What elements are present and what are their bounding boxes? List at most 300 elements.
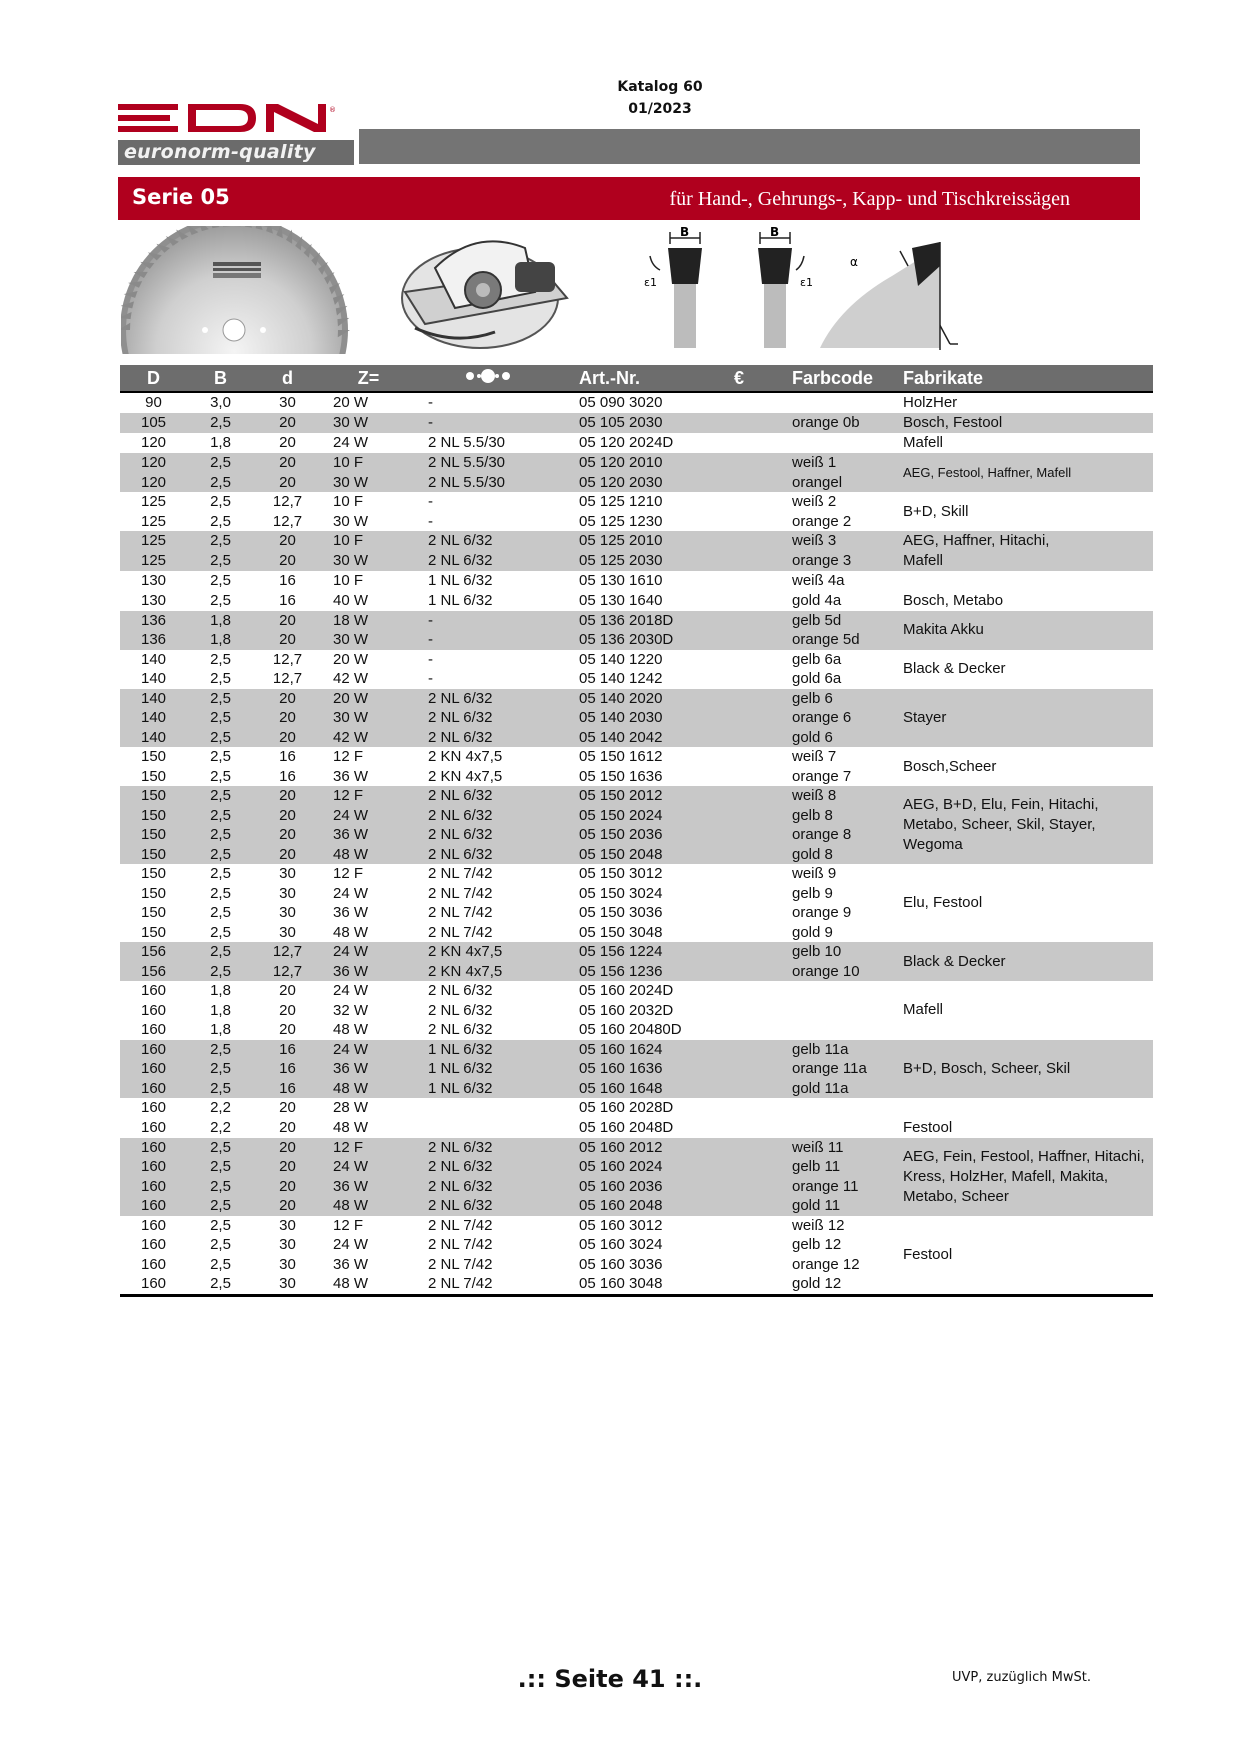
cell-farbcode: orange 5d — [786, 630, 899, 650]
svg-text:®: ® — [329, 106, 336, 114]
cell-teeth: 10 F — [333, 493, 364, 510]
series-label: Serie 05 — [132, 185, 230, 209]
page-number: .:: Seite 41 ::. — [517, 1665, 703, 1693]
cell-bore: 20 — [279, 1021, 296, 1038]
cell-diameter: 160 — [120, 1177, 187, 1197]
cell-price — [734, 630, 786, 650]
col-header-bore: d — [254, 365, 321, 392]
cell-bore: 16 — [279, 767, 296, 785]
cell-farbcode: weiß 7 — [792, 748, 837, 765]
cell-art-nr: 05 120 2024D — [579, 434, 674, 452]
cell-farbcode: gold 11a — [786, 1079, 899, 1099]
cell-price — [734, 392, 786, 413]
cell-width: 2,5 — [210, 650, 231, 668]
table-row — [120, 1040, 1153, 1060]
cell-pinholes — [416, 1118, 559, 1138]
cell-diameter: 160 — [120, 1138, 187, 1158]
catalog-info — [560, 76, 760, 120]
diagram-label-b1: B — [680, 226, 690, 239]
cell-bore: 16 — [279, 572, 296, 589]
cell-bore: 20 — [254, 611, 321, 631]
cell-teeth: 10 F — [321, 531, 416, 551]
cell-fabrikate: B+D, Bosch, Scheer, Skil — [899, 1040, 1153, 1099]
cell-width: 2,5 — [187, 942, 254, 962]
cell-pinholes: 2 NL 7/42 — [428, 923, 493, 941]
cell-bore: 20 — [254, 473, 321, 493]
table-row — [120, 492, 1153, 512]
cell-art-nr: 05 150 2048 — [559, 845, 734, 865]
cell-teeth: 10 F — [321, 453, 416, 473]
cell-farbcode — [786, 981, 899, 1001]
cell-width: 1,8 — [210, 434, 231, 452]
logo-subtitle: euronorm-quality — [118, 140, 354, 165]
cell-width: 2,5 — [187, 1059, 254, 1079]
col-header-teeth: Z= — [321, 365, 416, 392]
cell-diameter: 120 — [140, 434, 167, 452]
cell-art-nr: 05 160 2012 — [559, 1138, 734, 1158]
cell-pinholes: 1 NL 6/32 — [416, 1059, 559, 1079]
cell-teeth: 48 W — [321, 845, 416, 865]
cell-bore: 30 — [279, 1275, 296, 1292]
cell-diameter: 160 — [140, 1216, 167, 1234]
cell-price — [734, 806, 786, 826]
cell-bore: 12,7 — [254, 962, 321, 982]
cell-bore: 20 — [254, 845, 321, 865]
cell-teeth: 36 W — [321, 1177, 416, 1197]
cell-farbcode — [786, 1098, 899, 1118]
cell-bore: 20 — [279, 982, 296, 999]
cell-width: 1,8 — [210, 1001, 231, 1019]
cell-farbcode: orange 9 — [792, 904, 852, 921]
cell-diameter: 150 — [140, 748, 167, 765]
cell-teeth: 30 W — [321, 630, 416, 650]
cell-width: 2,5 — [187, 1138, 254, 1158]
catalog-date: 01/2023 — [628, 101, 692, 117]
cell-price — [734, 473, 786, 493]
cell-width: 2,5 — [187, 845, 254, 865]
cell-width: 1,8 — [187, 611, 254, 631]
cell-art-nr: 05 090 3020 — [579, 394, 663, 412]
cell-farbcode: weiß 3 — [786, 531, 899, 551]
cell-fabrikate: B+D, Skill — [903, 502, 969, 520]
cell-farbcode: gelb 10 — [786, 942, 899, 962]
cell-pinholes: - — [428, 493, 433, 510]
cell-width: 2,5 — [187, 708, 254, 728]
cell-price — [734, 1235, 786, 1255]
cell-diameter: 160 — [140, 1001, 167, 1019]
cell-bore: 30 — [279, 1236, 296, 1253]
cell-farbcode: orangel — [786, 473, 899, 493]
cell-art-nr: 05 120 2030 — [559, 473, 734, 493]
cell-art-nr: 05 160 1648 — [559, 1079, 734, 1099]
cell-teeth: 24 W — [333, 982, 369, 999]
cell-fabrikate: AEG, Fein, Festool, Haffner, Hitachi, Kress, HolzHer, Mafell, Makita, Metabo, Scheer — [899, 1138, 1153, 1216]
cell-art-nr: 05 140 1242 — [579, 670, 663, 687]
cell-fabrikate: Black & Decker — [899, 942, 1153, 981]
cell-bore: 30 — [279, 923, 296, 941]
cell-art-nr: 05 160 2032D — [579, 1001, 674, 1019]
cell-art-nr: 05 150 3036 — [579, 904, 663, 921]
cell-art-nr: 05 150 2012 — [559, 786, 734, 806]
cell-farbcode — [786, 1118, 899, 1138]
cell-bore: 20 — [254, 630, 321, 650]
cell-art-nr: 05 150 1612 — [579, 748, 663, 765]
table-row — [120, 1098, 1153, 1118]
cell-bore: 20 — [254, 728, 321, 748]
cell-art-nr: 05 160 2036 — [559, 1177, 734, 1197]
cell-pinholes: 2 NL 6/32 — [428, 982, 493, 999]
cell-bore: 30 — [279, 394, 296, 412]
cell-teeth: 30 W — [333, 512, 369, 530]
cell-fabrikate: Bosch, Festool — [899, 413, 1153, 433]
cell-farbcode: orange 6 — [786, 708, 899, 728]
cell-art-nr: 05 160 3048 — [579, 1275, 663, 1292]
cell-width: 2,5 — [210, 767, 231, 785]
cell-diameter: 120 — [120, 453, 187, 473]
cell-farbcode — [786, 1001, 899, 1021]
diagram-label-e1b: ε1 — [800, 276, 813, 289]
diagram-label-alpha: α — [850, 255, 858, 269]
cell-art-nr: 05 160 2024D — [579, 982, 674, 999]
cell-width: 2,5 — [187, 1177, 254, 1197]
cell-price — [734, 413, 786, 433]
cell-price — [734, 669, 786, 689]
cell-pinholes: 2 KN 4x7,5 — [416, 942, 559, 962]
cell-art-nr: 05 125 1210 — [579, 493, 663, 510]
cell-fabrikate: Makita Akku — [899, 611, 1153, 650]
cell-teeth: 36 W — [333, 767, 369, 785]
cell-farbcode: gold 12 — [792, 1275, 842, 1292]
cell-pinholes: 2 NL 7/42 — [428, 865, 493, 882]
cell-farbcode: weiß 11 — [786, 1138, 899, 1158]
cell-teeth: 30 W — [321, 551, 416, 571]
cell-fabrikate: Mafell — [899, 551, 1153, 571]
cell-teeth: 12 F — [333, 1216, 364, 1234]
cell-width: 2,5 — [187, 453, 254, 473]
cell-art-nr: 05 150 3048 — [579, 923, 663, 941]
cell-teeth: 40 W — [333, 591, 369, 609]
table-row — [120, 453, 1153, 473]
cell-price — [734, 551, 786, 571]
cell-art-nr: 05 160 2048D — [579, 1118, 674, 1136]
cell-bore: 30 — [279, 884, 296, 902]
cell-width: 2,5 — [187, 728, 254, 748]
col-header-d: D — [120, 365, 187, 392]
cell-farbcode: orange 8 — [786, 825, 899, 845]
cell-teeth: 30 W — [321, 708, 416, 728]
cell-price — [734, 611, 786, 631]
cell-farbcode: weiß 1 — [786, 453, 899, 473]
cell-bore: 20 — [254, 825, 321, 845]
cell-art-nr: 05 105 2030 — [559, 413, 734, 433]
cell-teeth: 20 W — [333, 650, 369, 668]
cell-diameter: 160 — [120, 1196, 187, 1216]
cell-farbcode — [786, 392, 899, 413]
cell-price — [734, 1138, 786, 1158]
cell-bore: 20 — [254, 1196, 321, 1216]
cell-pinholes: 2 NL 7/42 — [428, 904, 493, 921]
cell-farbcode: gelb 9 — [792, 884, 833, 902]
cell-teeth: 20 W — [321, 689, 416, 709]
cell-width: 2,5 — [187, 962, 254, 982]
cell-width: 2,5 — [187, 1157, 254, 1177]
series-description: für Hand-, Gehrungs-, Kapp- und Tischkreissägen — [669, 188, 1070, 210]
cell-width: 2,2 — [210, 1099, 231, 1116]
cell-art-nr: 05 150 2036 — [559, 825, 734, 845]
cell-farbcode: orange 11 — [786, 1177, 899, 1197]
cell-diameter: 140 — [120, 708, 187, 728]
cell-pinholes: 2 NL 6/32 — [416, 1196, 559, 1216]
table-row — [120, 611, 1153, 631]
cell-bore: 20 — [254, 1177, 321, 1197]
cell-width: 2,5 — [210, 572, 231, 589]
cell-art-nr: 05 150 2024 — [559, 806, 734, 826]
cell-bore: 30 — [279, 865, 296, 882]
cell-art-nr: 05 150 1636 — [579, 767, 663, 785]
cell-bore: 12,7 — [272, 670, 303, 687]
diagram-label-b2: B — [770, 226, 780, 239]
cell-price — [734, 1079, 786, 1099]
cell-diameter: 120 — [120, 473, 187, 493]
cell-bore: 20 — [254, 413, 321, 433]
cell-farbcode: orange 10 — [786, 962, 899, 982]
cell-art-nr: 05 130 1640 — [579, 591, 663, 609]
cell-art-nr: 05 140 1220 — [579, 650, 663, 668]
cell-teeth: 42 W — [321, 728, 416, 748]
cell-teeth: 30 W — [321, 473, 416, 493]
saw-blade-image — [121, 226, 353, 354]
cell-teeth: 48 W — [333, 1275, 369, 1292]
cell-diameter: 160 — [140, 1021, 167, 1038]
cell-bore: 20 — [254, 531, 321, 551]
cell-teeth: 24 W — [321, 1040, 416, 1060]
cell-diameter: 160 — [120, 1040, 187, 1060]
cell-bore: 16 — [279, 591, 296, 609]
cell-bore: 12,7 — [272, 650, 303, 668]
cell-price — [734, 591, 786, 611]
col-header-art-nr: Art.-Nr. — [559, 365, 734, 392]
col-header-euro: € — [734, 365, 786, 392]
cell-farbcode — [786, 433, 899, 453]
cell-art-nr: 05 156 1236 — [559, 962, 734, 982]
cell-price — [734, 1118, 786, 1138]
cell-diameter: 125 — [120, 551, 187, 571]
cell-width: 1,8 — [187, 630, 254, 650]
cell-diameter: 160 — [140, 1118, 167, 1136]
cell-diameter: 150 — [140, 884, 167, 902]
cell-width: 2,5 — [187, 786, 254, 806]
cell-bore: 16 — [279, 748, 296, 765]
cell-art-nr: 05 140 2030 — [559, 708, 734, 728]
cell-pinholes: 2 NL 5.5/30 — [428, 434, 505, 452]
cell-farbcode: orange 11a — [786, 1059, 899, 1079]
cell-art-nr: 05 136 2030D — [559, 630, 734, 650]
edn-logo — [118, 104, 363, 166]
cell-price — [734, 1020, 786, 1040]
cell-price — [734, 531, 786, 551]
cell-price — [734, 903, 786, 923]
cell-teeth: 48 W — [321, 1079, 416, 1099]
cell-farbcode: gelb 11a — [786, 1040, 899, 1060]
cell-art-nr: 05 160 1624 — [559, 1040, 734, 1060]
cell-price — [734, 689, 786, 709]
cell-width: 2,5 — [210, 884, 231, 902]
cell-art-nr: 05 125 2010 — [559, 531, 734, 551]
col-header-fabrikate: Fabrikate — [899, 365, 1153, 392]
cell-pinholes: 2 KN 4x7,5 — [416, 962, 559, 982]
cell-bore: 20 — [254, 1138, 321, 1158]
price-note: UVP, zuzüglich MwSt. — [952, 1670, 1091, 1685]
cell-art-nr: 05 156 1224 — [559, 942, 734, 962]
cell-art-nr: 05 160 2048 — [559, 1196, 734, 1216]
cell-price — [734, 825, 786, 845]
table-row — [120, 689, 1153, 709]
tooth-geometry-diagram — [640, 226, 970, 356]
cell-price — [734, 884, 786, 904]
cell-width: 2,5 — [210, 670, 231, 687]
cell-farbcode: gelb 12 — [792, 1236, 842, 1253]
cell-diameter: 160 — [120, 1079, 187, 1099]
cell-width: 2,5 — [210, 493, 231, 510]
cell-pinholes: 2 NL 6/32 — [416, 1177, 559, 1197]
cell-diameter: 140 — [120, 728, 187, 748]
cell-fabrikate — [899, 571, 1153, 591]
col-header-b: B — [187, 365, 254, 392]
cell-pinholes: 2 NL 6/32 — [428, 1001, 493, 1019]
cell-price — [734, 864, 786, 884]
cell-width: 2,5 — [187, 1196, 254, 1216]
cell-art-nr: 05 125 2030 — [559, 551, 734, 571]
header-gray-bar — [359, 129, 1140, 164]
cell-width: 2,5 — [187, 413, 254, 433]
cell-price — [734, 1001, 786, 1021]
cell-diameter: 136 — [120, 611, 187, 631]
cell-teeth: 36 W — [321, 962, 416, 982]
series-banner — [118, 177, 1140, 220]
table-row — [120, 413, 1153, 433]
cell-pinholes: 2 NL 6/32 — [428, 1021, 493, 1038]
cell-teeth: 12 F — [333, 748, 364, 765]
col-header-pinholes — [416, 365, 559, 392]
cell-diameter: 150 — [120, 825, 187, 845]
cell-width: 2,5 — [187, 531, 254, 551]
cell-pinholes: 1 NL 6/32 — [428, 591, 493, 609]
cell-width: 2,5 — [187, 551, 254, 571]
cell-price — [734, 1098, 786, 1118]
cell-farbcode: gelb 6 — [786, 689, 899, 709]
cell-price — [734, 1040, 786, 1060]
cell-teeth: 48 W — [333, 1021, 369, 1038]
cell-art-nr: 05 160 3024 — [579, 1236, 663, 1253]
catalog-title: Katalog 60 — [617, 79, 703, 95]
cell-teeth: 24 W — [321, 1157, 416, 1177]
cell-diameter: 140 — [140, 670, 167, 687]
cell-pinholes: 2 NL 6/32 — [416, 825, 559, 845]
table-row — [120, 591, 1153, 611]
cell-pinholes: 2 NL 7/42 — [428, 1216, 493, 1234]
cell-pinholes: 1 NL 6/32 — [416, 1079, 559, 1099]
col-header-farbcode: Farbcode — [786, 365, 899, 392]
cell-teeth: 24 W — [333, 434, 369, 452]
cell-pinholes: 2 NL 6/32 — [416, 728, 559, 748]
cell-diameter: 160 — [140, 1255, 167, 1273]
cell-bore: 20 — [279, 1118, 296, 1136]
cell-teeth: 30 W — [321, 413, 416, 433]
cell-fabrikate: Mafell — [903, 1001, 944, 1019]
cell-diameter: 150 — [120, 806, 187, 826]
cell-teeth: 48 W — [333, 1118, 369, 1136]
cell-price — [734, 747, 786, 767]
cell-teeth: 42 W — [333, 670, 369, 687]
cell-diameter: 140 — [140, 650, 167, 668]
cell-diameter: 160 — [140, 1275, 167, 1292]
cell-teeth: 48 W — [333, 923, 369, 941]
cell-bore: 30 — [279, 1216, 296, 1234]
cell-farbcode: weiß 2 — [792, 493, 837, 510]
cell-fabrikate: Bosch, Metabo — [903, 591, 1004, 609]
cell-diameter: 136 — [120, 630, 187, 650]
cell-diameter: 156 — [120, 942, 187, 962]
table-row — [120, 981, 1153, 1001]
diagram-label-e1a: ε1 — [644, 276, 657, 289]
cell-farbcode: gelb 5d — [786, 611, 899, 631]
cell-pinholes: 2 NL 7/42 — [428, 1255, 493, 1273]
cell-bore: 30 — [279, 904, 296, 921]
cell-pinholes: 2 NL 6/32 — [416, 689, 559, 709]
cell-diameter: 160 — [120, 1157, 187, 1177]
cell-pinholes — [416, 1098, 559, 1118]
cell-bore: 12,7 — [272, 512, 303, 530]
cell-width: 2,5 — [187, 825, 254, 845]
cell-art-nr: 05 160 20480D — [579, 1021, 682, 1038]
cell-pinholes: - — [428, 650, 433, 668]
table-row — [120, 392, 1153, 413]
edn-logo-mark — [118, 104, 363, 134]
cell-fabrikate: Stayer — [899, 689, 1153, 748]
cell-farbcode: gold 8 — [786, 845, 899, 865]
cell-fabrikate: AEG, Haffner, Hitachi, — [899, 531, 1153, 551]
cell-teeth: 36 W — [321, 1059, 416, 1079]
cell-pinholes: 2 NL 6/32 — [416, 531, 559, 551]
cell-fabrikate: Festool — [903, 1118, 953, 1136]
cell-pinholes: - — [428, 670, 433, 687]
cell-bore: 16 — [254, 1040, 321, 1060]
cell-price — [734, 1177, 786, 1197]
cell-teeth: 48 W — [321, 1196, 416, 1216]
cell-price — [734, 650, 786, 670]
cell-teeth: 32 W — [333, 1001, 369, 1019]
cell-teeth: 18 W — [321, 611, 416, 631]
cell-diameter: 150 — [120, 845, 187, 865]
cell-pinholes: 2 KN 4x7,5 — [428, 767, 503, 785]
cell-price — [734, 492, 786, 512]
cell-pinholes: 2 NL 7/42 — [428, 1275, 493, 1292]
cell-bore: 20 — [279, 434, 296, 452]
cell-price — [734, 1196, 786, 1216]
cell-fabrikate: AEG, Festool, Haffner, Mafell — [899, 453, 1153, 492]
cell-farbcode: gold 11 — [786, 1196, 899, 1216]
cell-bore: 12,7 — [272, 493, 303, 510]
cell-bore: 12,7 — [254, 942, 321, 962]
cell-art-nr: 05 136 2018D — [559, 611, 734, 631]
cell-price — [734, 767, 786, 787]
cell-art-nr: 05 140 2020 — [559, 689, 734, 709]
cell-price — [734, 512, 786, 532]
cell-price — [734, 453, 786, 473]
cell-art-nr: 05 160 3012 — [579, 1216, 663, 1234]
cell-farbcode: orange 12 — [792, 1255, 860, 1273]
cell-pinholes: - — [428, 512, 433, 530]
